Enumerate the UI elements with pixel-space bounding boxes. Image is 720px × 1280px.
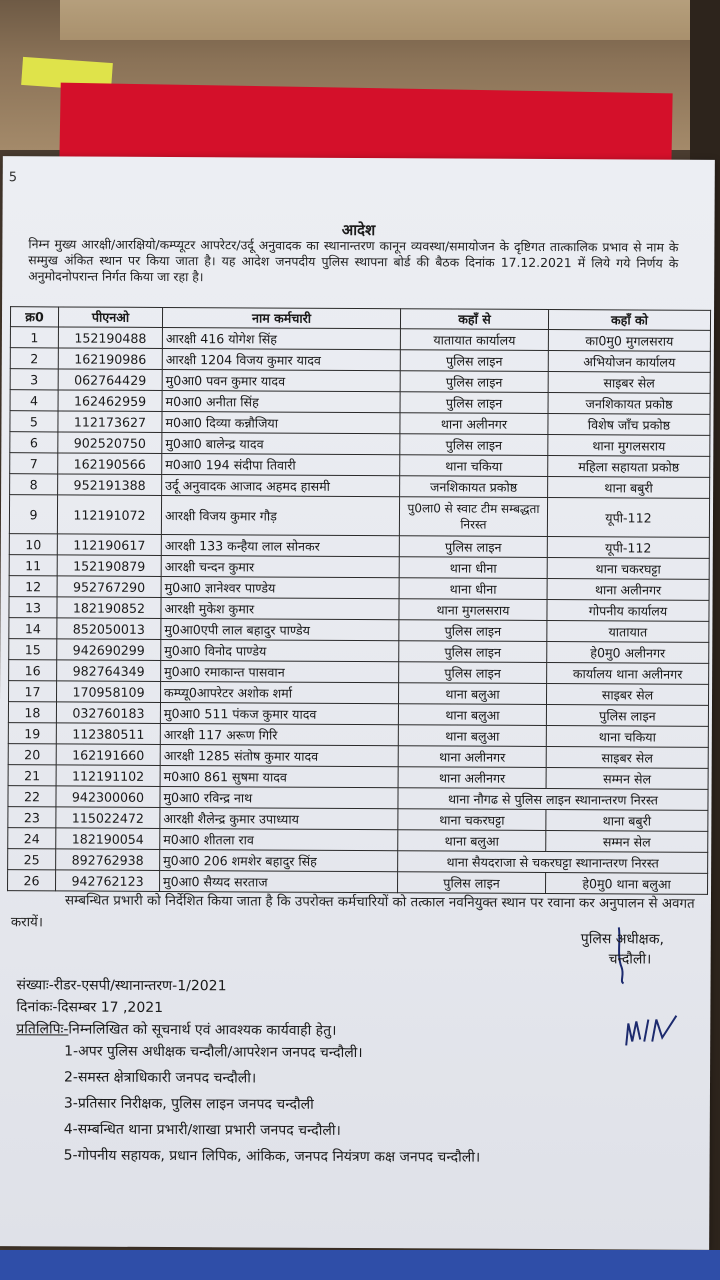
cell-to: यातायात xyxy=(547,620,709,642)
cell-pno: 852050013 xyxy=(57,618,161,640)
cell-employee-name: मु0आ0 रविन्द्र नाथ xyxy=(160,786,398,808)
cell-employee-name: मु0आ0 बालेन्द्र यादव xyxy=(162,432,400,454)
cell-employee-name: आरक्षी शैलेन्द्र कुमार उपाध्याय xyxy=(160,807,398,829)
cell-to: पुलिस लाइन xyxy=(546,704,708,726)
cell-to: जनशिकायत प्रकोष्ठ xyxy=(548,393,710,415)
signature-district: चन्दौली। xyxy=(608,951,652,968)
cell-to: थाना चकरघट्टा xyxy=(547,557,709,579)
cell-serial: 8 xyxy=(10,474,58,495)
cell-serial: 14 xyxy=(9,618,57,639)
cell-employee-name: आरक्षी विजय कुमार गौड़ xyxy=(161,495,399,535)
cell-pno: 982764349 xyxy=(57,660,161,682)
intro-paragraph: निम्न मुख्य आरक्षी/आरक्षियो/कम्प्यूटर आपरेटर/उर्दू अनुवादक का स्थानान्तरण कानून व्यवस्था/समायोजन के दृष्टिगत तात्कालिक प्रभाव से नाम के सम्मुख अंकित स्थान पर किया जाता है। यह आदेश जनपदीय पुलिस स्थापना बोर्ड की बैठक दिनांक 17.12.2021 में लिये गये निर्णय के अनुमोदनोपरान्त निर्गत किया जा रहा है। xyxy=(28,236,679,285)
cell-to: अभियोजन कार्यालय xyxy=(548,351,710,373)
cell-serial: 1 xyxy=(10,327,58,348)
cell-to: विशेष जाँच प्रकोष्ठ xyxy=(548,414,710,436)
cell-from: पुलिस लाइन xyxy=(400,434,548,456)
cell-serial: 11 xyxy=(9,555,57,576)
cell-pno: 162190566 xyxy=(58,453,162,475)
copy-to-item: 5-गोपनीय सहायक, प्रधान लिपिक, आंकिक, जनपद नियंत्रण कक्ष जनपद चन्दौली। xyxy=(63,1147,481,1166)
cell-employee-name: आरक्षी 1285 संतोष कुमार यादव xyxy=(160,744,398,766)
cell-pno: 032760183 xyxy=(56,702,160,724)
cell-to: साइबर सेल xyxy=(548,372,710,394)
cell-to: हे0मु0 अलीनगर xyxy=(547,641,709,663)
cell-to: साइबर सेल xyxy=(546,683,708,705)
cell-employee-name: आरक्षी चन्दन कुमार xyxy=(161,555,399,577)
cell-from: थाना अलीनगर xyxy=(398,767,546,789)
cell-serial: 16 xyxy=(9,660,57,681)
cell-pno: 112380511 xyxy=(56,723,160,745)
closing-instruction: सम्बन्धित प्रभारी को निर्देशित किया जाता है कि उपरोक्त कर्मचारियों को तत्काल नवनियुक्त स्थान पर रवाना कर अनुपालन से अवगत करायें। xyxy=(10,893,695,931)
table-row xyxy=(9,495,709,538)
cell-from: पु0ला0 से स्वाट टीम सम्बद्धता निरस्त xyxy=(399,497,547,537)
cell-from: पुलिस लाइन xyxy=(399,662,547,684)
cell-pno: 182190054 xyxy=(56,828,160,850)
cell-serial: 23 xyxy=(8,807,56,828)
cell-serial: 13 xyxy=(9,597,57,618)
cell-to: थाना बबुरी xyxy=(548,477,710,499)
cell-employee-name: आरक्षी 133 कन्हैया लाल सोनकर xyxy=(161,534,399,556)
cell-from: थाना मुगलसराय xyxy=(399,599,547,621)
cell-pno: 182190852 xyxy=(57,597,161,619)
cell-serial: 7 xyxy=(10,453,58,474)
header-to: कहाँ को xyxy=(548,310,710,331)
cell-from: पुलिस लाइन xyxy=(400,350,548,372)
cell-to: महिला सहायता प्रकोष्ठ xyxy=(548,456,710,478)
cell-from: पुलिस लाइन xyxy=(398,872,546,894)
cell-pno: 152190488 xyxy=(58,327,162,349)
order-document xyxy=(0,156,715,1250)
cell-to: यूपी-112 xyxy=(547,536,709,558)
copy-to-item: 1-अपर पुलिस अधीक्षक चन्दौली/आपरेशन जनपद चन्दौली। xyxy=(64,1043,363,1062)
cell-to: हे0मु0 थाना बलुआ xyxy=(546,872,708,894)
cell-serial: 6 xyxy=(10,432,58,453)
cell-employee-name: म0आ0 194 संदीपा तिवारी xyxy=(162,453,400,475)
cell-to: सम्मन सेल xyxy=(546,767,708,789)
cell-serial: 20 xyxy=(8,744,56,765)
cell-pno: 902520750 xyxy=(58,432,162,454)
cell-employee-name: मु0आ0एपी लाल बहादुर पाण्डेय xyxy=(161,618,399,640)
cell-employee-name: म0आ0 अनीता सिंह xyxy=(162,390,400,412)
reference-number: संख्याः-रीडर-एसपी/स्थानान्तरण-1/2021 xyxy=(16,977,227,995)
cell-employee-name: आरक्षी 117 अरूण गिरि xyxy=(160,723,398,745)
copy-to-item: 3-प्रतिसार निरीक्षक, पुलिस लाइन जनपद चन्दौली xyxy=(63,1095,314,1113)
document-title: आदेश xyxy=(341,220,376,240)
cell-serial: 9 xyxy=(9,495,57,534)
cell-pno: 942762123 xyxy=(56,870,160,892)
cell-serial: 2 xyxy=(10,348,58,369)
reference-block xyxy=(16,974,336,1042)
cell-serial: 3 xyxy=(10,369,58,390)
cell-pno: 942690299 xyxy=(57,639,161,661)
cell-from: पुलिस लाइन xyxy=(399,641,547,663)
cell-serial: 22 xyxy=(8,786,56,807)
cell-to: गोपनीय कार्यालय xyxy=(547,599,709,621)
cell-employee-name: कम्प्यू0आपरेटर अशोक शर्मा xyxy=(161,681,399,703)
cell-remark: थाना सैयदराजा से चकरघट्टा स्थानान्तरण निरस्त xyxy=(398,851,708,874)
cell-employee-name: म0आ0 शीतला राव xyxy=(160,828,398,850)
cell-to: साइबर सेल xyxy=(546,746,708,768)
cell-employee-name: मु0आ0 विनोद पाण्डेय xyxy=(161,639,399,661)
cell-employee-name: आरक्षी मुकेश कुमार xyxy=(161,597,399,619)
order-date: दिनांकः-दिसम्बर 17 ,2021 xyxy=(16,999,164,1016)
cell-employee-name: मु0आ0 पवन कुमार यादव xyxy=(162,369,400,391)
cell-from: पुलिस लाइन xyxy=(399,620,547,642)
cell-from: थाना धीना xyxy=(399,557,547,579)
cell-pno: 062764429 xyxy=(58,369,162,391)
cell-employee-name: मु0आ0 ज्ञानेश्वर पाण्डेय xyxy=(161,576,399,598)
copy-to-list xyxy=(64,1038,481,1170)
header-from: कहाँ से xyxy=(400,309,548,330)
cell-pno: 162462959 xyxy=(58,390,162,412)
header-serial: क्र0 xyxy=(10,307,58,327)
cell-pno: 152190879 xyxy=(57,555,161,577)
page-mark: 5 xyxy=(8,170,18,186)
cardboard-label-strip xyxy=(60,0,700,40)
cell-from: थाना अलीनगर xyxy=(400,413,548,435)
cell-pno: 162190986 xyxy=(58,348,162,370)
cell-to: थाना बबुरी xyxy=(546,809,708,831)
cell-pno: 170958109 xyxy=(57,681,161,703)
cell-to: कार्यालय थाना अलीनगर xyxy=(547,662,709,684)
cell-pno: 115022472 xyxy=(56,807,160,829)
cell-employee-name: म0आ0 861 सुषमा यादव xyxy=(160,765,398,787)
cell-from: थाना धीना xyxy=(399,578,547,600)
cell-serial: 4 xyxy=(10,390,58,411)
cell-pno: 952767290 xyxy=(57,576,161,598)
cell-employee-name: म0आ0 दिव्या कन्नौजिया xyxy=(162,411,400,433)
cell-to: थाना अलीनगर xyxy=(547,578,709,600)
cell-from: थाना चकरघट्टा xyxy=(398,809,546,831)
initials-scribble xyxy=(622,1011,682,1051)
copy-to-text: निम्नलिखित को सूचनार्थ एवं आवश्यक कार्यवाही हेतु। xyxy=(68,1021,337,1039)
transfer-table xyxy=(7,306,711,895)
cell-employee-name: मु0आ0 511 पंकज कुमार यादव xyxy=(160,702,398,724)
cell-serial: 18 xyxy=(8,702,56,723)
cell-from: यातायात कार्यालय xyxy=(400,329,548,351)
cell-from: थाना बलुआ xyxy=(398,725,546,747)
cell-employee-name: मु0आ0 206 शमशेर बहादुर सिंह xyxy=(160,849,398,871)
cell-employee-name: उर्दू अनुवादक आजाद अहमद हासमी xyxy=(162,474,400,496)
cell-serial: 25 xyxy=(8,849,56,870)
cell-serial: 10 xyxy=(9,534,57,555)
cell-from: पुलिस लाइन xyxy=(400,392,548,414)
copy-to-item: 2-समस्त क्षेत्राधिकारी जनपद चन्दौली। xyxy=(63,1069,257,1087)
signature-block xyxy=(581,929,701,970)
copy-to-item: 4-सम्बन्धित थाना प्रभारी/शाखा प्रभारी जनपद चन्दौली। xyxy=(63,1121,341,1139)
cell-employee-name: मु0आ0 सैय्यद सरताज xyxy=(160,870,398,892)
cell-from: थाना बलुआ xyxy=(398,683,546,705)
cell-employee-name: आरक्षी 416 योगेश सिंह xyxy=(162,327,400,349)
cell-serial: 24 xyxy=(8,828,56,849)
cell-from: जनशिकायत प्रकोष्ठ xyxy=(400,476,548,498)
copy-to-label: प्रतिलिपिः- xyxy=(16,1021,69,1038)
cell-from: थाना बलुआ xyxy=(398,704,546,726)
cell-to: थाना मुगलसराय xyxy=(548,435,710,457)
cell-serial: 21 xyxy=(8,765,56,786)
bottom-surface xyxy=(0,1250,720,1280)
cell-serial: 5 xyxy=(10,411,58,432)
cell-to: थाना चकिया xyxy=(546,725,708,747)
cell-from: पुलिस लाइन xyxy=(400,371,548,393)
cell-pno: 942300060 xyxy=(56,786,160,808)
table-body xyxy=(8,327,711,895)
cell-serial: 26 xyxy=(8,870,56,891)
cell-pno: 892762938 xyxy=(56,849,160,871)
cell-to: यूपी-112 xyxy=(547,498,709,538)
cell-pno: 112190617 xyxy=(57,534,161,556)
cell-employee-name: मु0आ0 रमाकान्त पासवान xyxy=(161,660,399,682)
cell-serial: 15 xyxy=(9,639,57,660)
cell-pno: 112173627 xyxy=(58,411,162,433)
cell-remark: थाना नौगढ से पुलिस लाइन स्थानान्तरण निरस्त xyxy=(398,788,708,811)
cell-from: थाना बलुआ xyxy=(398,830,546,852)
cell-from: थाना अलीनगर xyxy=(398,746,546,768)
cell-serial: 12 xyxy=(9,576,57,597)
cell-from: पुलिस लाइन xyxy=(399,536,547,558)
cell-pno: 112191072 xyxy=(57,495,161,535)
signature-designation: पुलिस अधीक्षक, xyxy=(580,931,664,948)
cell-pno: 162191660 xyxy=(56,744,160,766)
cell-pno: 112191102 xyxy=(56,765,160,787)
cell-serial: 19 xyxy=(8,723,56,744)
header-pno: पीएनओ xyxy=(58,307,162,328)
header-employee-name: नाम कर्मचारी xyxy=(162,307,400,328)
cell-pno: 952191388 xyxy=(58,474,162,496)
cell-employee-name: आरक्षी 1204 विजय कुमार यादव xyxy=(162,348,400,370)
cell-to: सम्मन सेल xyxy=(546,830,708,852)
cell-serial: 17 xyxy=(9,681,57,702)
cell-from: थाना चकिया xyxy=(400,455,548,477)
cell-to: का0मु0 मुगलसराय xyxy=(548,330,710,352)
